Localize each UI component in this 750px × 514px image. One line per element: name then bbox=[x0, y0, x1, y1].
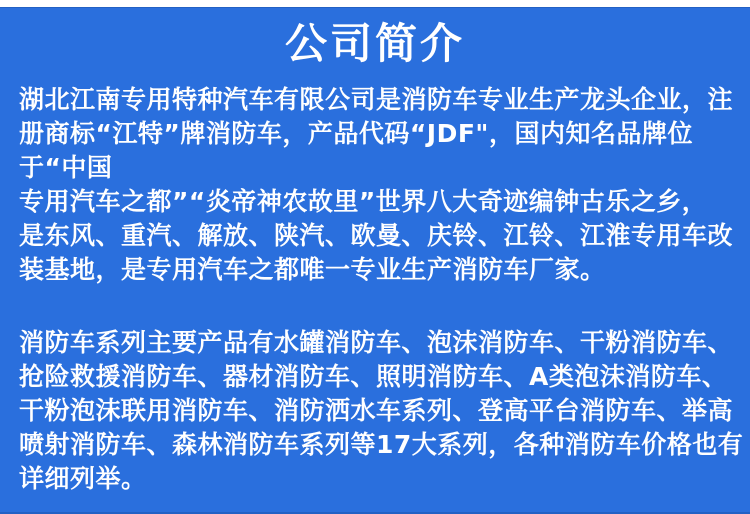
intro-paragraph-1 bbox=[19, 83, 732, 287]
text-line: 抢险救援消防车、器材消防车、照明消防车、A类泡沫消防车、 bbox=[19, 362, 728, 391]
text-line: 于“中国 bbox=[19, 153, 113, 182]
company-intro-panel bbox=[0, 7, 750, 514]
text-line: 喷射消防车、森林消防车系列等17大系列，各种消防车价格也有 bbox=[19, 430, 744, 459]
text-line: 装基地，是专用汽车之都唯一专业生产消防车厂家。 bbox=[19, 255, 606, 284]
text-line: 是东风、重汽、解放、陕汽、欧曼、庆铃、江铃、江淮专用车改 bbox=[19, 221, 734, 250]
text-line: 湖北江南专用特种汽车有限公司是消防车专业生产龙头企业，注 bbox=[19, 85, 734, 114]
text-line: 消防车系列主要产品有水罐消防车、泡沫消防车、干粉消防车、 bbox=[19, 328, 734, 357]
text-line: 册商标“江特”牌消防车，产品代码“JDF"，国内知名品牌位 bbox=[19, 119, 693, 148]
text-line: 专用汽车之都”“炎帝神农故里”世界八大奇迹编钟古乐之乡， bbox=[19, 187, 708, 216]
intro-paragraph-2 bbox=[19, 326, 744, 496]
text-line: 详细列举。 bbox=[19, 464, 147, 493]
page-title: 公司简介 bbox=[284, 19, 465, 68]
text-line: 干粉泡沫联用消防车、消防洒水车系列、登高平台消防车、举高 bbox=[19, 396, 734, 425]
